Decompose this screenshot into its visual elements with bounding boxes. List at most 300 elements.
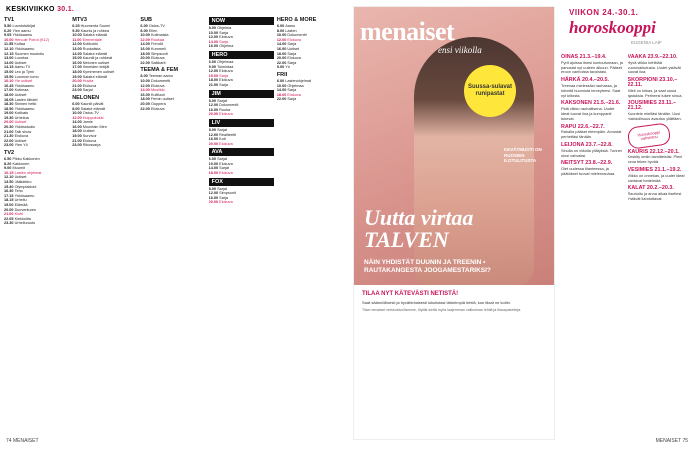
program-time: 18.00 xyxy=(208,171,220,176)
program-title: Docventures xyxy=(14,207,36,212)
program-title: Sarja xyxy=(287,97,297,102)
program-title: Simpsonit xyxy=(219,191,236,196)
program-time: 12.00 xyxy=(208,191,220,196)
program-time: 22.00 xyxy=(276,60,288,65)
program-title: Kultaa xyxy=(14,42,26,47)
program-title: Sarja xyxy=(219,30,229,35)
program-time: 22.05 xyxy=(4,216,15,221)
program-row xyxy=(277,97,342,102)
program-title: Elokuva xyxy=(287,92,301,97)
horoscope-section xyxy=(555,0,696,450)
program-time: 8.00 xyxy=(208,186,218,191)
program-time: 12.00 xyxy=(140,37,151,42)
program-time: 18.00 xyxy=(276,92,288,97)
program-title: Ylen Yö xyxy=(14,143,28,148)
program-time: 6.00 xyxy=(208,59,218,64)
program-time: 18.05 xyxy=(4,97,15,102)
program-time: 14.00 xyxy=(208,166,220,171)
sign-text: Olet uudessa tilanteessa, ja päätökset tuovat mielenrauhaa. xyxy=(561,166,616,176)
program-time: 6.25 xyxy=(72,24,81,28)
program-time: 16.00 xyxy=(208,107,220,112)
program-title: Kauniit ja rohkeat xyxy=(82,56,113,61)
horoscope-week: VIIKON 24.-30.1. xyxy=(569,8,639,17)
program-title: Ostos-TV xyxy=(148,24,165,28)
program-time: 6.00 xyxy=(208,157,218,162)
program-title: Dokumentit xyxy=(219,103,239,108)
program-time: 22.00 xyxy=(276,97,288,102)
program-title: Elokuva xyxy=(219,141,233,146)
program-time: 11.00 xyxy=(72,37,83,42)
program-title: Sininen hetki xyxy=(14,102,37,107)
program-time: 20.00 xyxy=(208,200,220,205)
program-title: Realiteetti xyxy=(219,132,237,137)
program-time: 16.30 xyxy=(4,189,15,194)
program-row xyxy=(140,61,205,66)
program-time: 20.00 xyxy=(276,56,288,61)
program-title: Klubi xyxy=(14,212,24,217)
program-time: 10.00 xyxy=(208,161,220,166)
sign-text: Hyvä viikko kehittää vuorovaikutusta. Uudet ystävät tuovat iloa. xyxy=(627,59,681,75)
program-row xyxy=(4,143,69,148)
program-time: 21.00 xyxy=(72,138,83,143)
program-title: Kymmenen uutiset xyxy=(82,69,115,74)
program-title: Ruoka xyxy=(219,107,231,112)
program-title: Jääkiekko xyxy=(14,180,32,184)
program-time: 17.00 xyxy=(72,65,83,70)
program-time: 21.30 xyxy=(4,134,15,139)
sign-text: Keskity omiin tavoitteisiisi. Pieni loma tekee hyvää. xyxy=(627,154,683,165)
program-row xyxy=(209,142,274,147)
program-title: Hercule Poirot (K12) xyxy=(14,37,49,42)
program-title: Emmerdale xyxy=(82,37,102,42)
channel-heading: TEEMA & FEM xyxy=(140,67,179,74)
program-time: 12.00 xyxy=(208,103,220,108)
page-number-right: 75 xyxy=(682,438,688,444)
program-time: 18.15 xyxy=(4,198,15,203)
program-title: Salatut elämät xyxy=(82,33,108,38)
program-time: 8.00 xyxy=(140,28,149,33)
program-time: 20.00 xyxy=(72,79,83,84)
cover-badge-text: Suussa-sulavat runipastat xyxy=(467,84,513,97)
program-title: Jamie xyxy=(82,120,93,125)
program-title: Frendit xyxy=(150,42,163,47)
program-title: Kotikokki xyxy=(82,42,98,47)
cover-subtitle: ensi viikolla xyxy=(438,45,482,55)
channel-heading: JIM xyxy=(209,90,274,98)
program-title: Elokuva xyxy=(219,161,233,166)
sign-name: LEIJONA 23.7.–22.8. xyxy=(561,141,613,148)
program-time: 9.00 xyxy=(208,64,218,69)
program-time: 10.00 xyxy=(4,37,15,42)
sign-name: NEITSYT 23.8.–22.9. xyxy=(561,160,613,167)
program-title: Salatut elämät xyxy=(82,74,108,79)
program-time: 23.00 xyxy=(72,143,83,148)
program-title: Nelonen uutiset xyxy=(82,60,110,65)
program-time: 16.45 xyxy=(4,83,15,88)
program-title: Sarjat xyxy=(217,186,227,191)
program-title: Lasten tähdet xyxy=(14,97,38,102)
program-title: Talk show xyxy=(14,129,32,134)
program-row xyxy=(209,171,274,176)
sign-text: Viikko on onnekas, ja uudet ideat kantavat hedelmää. xyxy=(627,172,685,183)
program-title: Ylen aamu xyxy=(12,28,31,33)
program-title: Uutiset xyxy=(14,92,27,97)
program-row xyxy=(4,221,69,226)
program-title: Muumit xyxy=(12,166,25,171)
right-page xyxy=(345,0,696,450)
tv-column xyxy=(140,15,205,430)
program-time: 12.00 xyxy=(140,83,151,88)
program-row xyxy=(140,107,205,112)
program-time: 16.00 xyxy=(208,195,220,200)
program-title: Ykkösaamu xyxy=(14,46,35,51)
channel-heading: FRII xyxy=(276,71,288,78)
program-title: Luontotutkijat xyxy=(12,24,36,28)
program-time: 20.00 xyxy=(140,56,151,61)
program-title: Sarja xyxy=(287,42,297,47)
program-title: Ykkösaamu xyxy=(14,83,35,88)
program-title: Musiikki xyxy=(150,88,165,93)
channel-heading: FOX xyxy=(209,178,274,186)
program-title: Uutiset xyxy=(14,175,27,180)
program-time: 20.30 xyxy=(4,125,15,130)
sign-name: VAAKA 23.9.–22.10. xyxy=(627,54,678,60)
program-title: Sarja xyxy=(219,39,229,44)
program-time: 10.00 xyxy=(140,33,151,38)
sign-text: Rauhoitu ja anna aikaa itsellesi. Ystävät ilahduttavat. xyxy=(627,191,683,201)
program-title: Elokuva xyxy=(82,83,97,88)
program-row xyxy=(209,83,274,88)
program-time: 19.00 xyxy=(72,134,83,139)
subscription-heading: TILAA NYT KÄTEVÄSTI NETISTÄ! xyxy=(362,291,459,297)
program-time: 18.00 xyxy=(72,129,83,134)
sign-name: OINAS 21.3.–19.4. xyxy=(561,54,607,60)
program-time: 20.00 xyxy=(4,120,15,125)
header-date: 30.1. xyxy=(57,6,75,13)
program-time: 17.00 xyxy=(4,88,15,93)
program-title: Simpsonit xyxy=(150,51,168,56)
channel-heading: TV1 xyxy=(4,17,15,23)
program-title: Dokumentti xyxy=(287,33,307,38)
program-time: 18.00 xyxy=(140,51,151,56)
program-title: Elokuva xyxy=(14,134,29,139)
channel-heading: NOW xyxy=(209,17,274,25)
program-time: 23.00 xyxy=(4,143,15,148)
program-title: Ihmeiden tekijät xyxy=(82,65,110,70)
program-title: Survivor xyxy=(82,134,97,139)
tv-columns xyxy=(4,15,342,430)
program-title: Elokuva xyxy=(287,37,301,42)
program-title: Salatut elämät xyxy=(82,51,108,56)
program-time: 14.15 xyxy=(4,65,15,70)
program-time: 6.00 xyxy=(72,101,81,106)
magazine-name-left: MENAISET xyxy=(12,438,39,444)
program-time: 16.00 xyxy=(72,124,83,129)
program-time: 9.05 xyxy=(4,33,13,38)
program-time: 8.00 xyxy=(208,98,218,103)
program-time: 14.00 xyxy=(140,88,151,93)
program-time: 23.30 xyxy=(4,221,15,226)
program-time: 19.30 xyxy=(4,115,15,120)
program-time: 20.00 xyxy=(140,101,151,106)
program-title: Uutiset xyxy=(14,120,27,125)
program-title: Kaunis ja rohkea xyxy=(80,28,109,33)
program-time: 8.00 xyxy=(276,28,286,33)
program-time: 16.00 xyxy=(72,60,83,65)
channel-heading: SUB xyxy=(140,17,153,23)
sign-text: Pyrit ajoissa itsesi kuntoutumaan, ja panostat nyt uuteen alkuun. Pääset eroon vanhoista tavoistasi. xyxy=(561,59,623,75)
program-title: Luontoa xyxy=(14,56,29,61)
program-time: 8.00 xyxy=(72,106,81,111)
sign-text: Kuuntele mieltäsi tänään. Uusi mahdollisuus avautuu yllättäen. xyxy=(627,110,682,121)
program-title: Ellen xyxy=(148,28,158,33)
program-time: 16.00 xyxy=(276,46,288,51)
program-title: Koti xyxy=(219,137,226,142)
program-time: 8.20 xyxy=(4,161,13,166)
program-title: Kotimaisia xyxy=(150,33,169,38)
program-time: 16.00 xyxy=(208,44,220,49)
program-title: Huvila xyxy=(82,79,94,84)
tv-column xyxy=(72,15,137,430)
program-time: 9.00 xyxy=(4,166,13,171)
tv-column xyxy=(209,15,274,430)
sign-name: SKORPIONI 23.10.–22.11. xyxy=(627,77,678,88)
program-title: Uutiset xyxy=(14,138,27,143)
program-time: 13.00 xyxy=(72,46,83,51)
program-title: Ohjelma xyxy=(219,44,234,49)
program-title: Sarja xyxy=(287,51,297,56)
program-title: Huippukokki xyxy=(82,115,104,120)
program-time: 19.00 xyxy=(4,111,15,116)
subscription-caption: Tilaa menaiset verkkosivuiltamme, löydät sieltä myös laajemman valikoiman lehtiä ja tilauspaketteja. xyxy=(362,308,522,312)
header-day: KESKIVIIKKO xyxy=(6,6,55,13)
program-title: Kummeli xyxy=(150,46,166,51)
program-title: Salatut elämät xyxy=(80,106,105,111)
tv-listings-page xyxy=(0,0,345,450)
program-title: Ostos-TV xyxy=(82,111,99,116)
channel-heading: HERO xyxy=(209,51,274,59)
program-title: Elokuva xyxy=(82,138,97,143)
program-time: 10.00 xyxy=(140,78,151,83)
program-time: 18.00 xyxy=(276,51,288,56)
cover-headline: NÄIN YHDISTÄT DUUNIN JA TREENIN • RAUTAKANGESTA JOOGAMESTARIKSI? xyxy=(364,259,491,274)
horoscope-title: horoskooppi xyxy=(569,18,656,37)
program-time: 18.30 xyxy=(4,102,15,107)
program-time: 20.00 xyxy=(208,112,220,117)
page-number-left: 74 xyxy=(6,438,12,444)
tv-column xyxy=(277,15,342,430)
subscription-box xyxy=(354,285,554,439)
program-time: 14.00 xyxy=(72,51,83,56)
program-title: Luonnon lumo xyxy=(14,74,39,79)
program-title: Elokuva xyxy=(219,69,233,74)
program-title: Uutiset xyxy=(14,60,27,65)
program-title: Aamu xyxy=(285,24,296,28)
program-title: Ykkösstudio xyxy=(14,125,36,130)
channel-heading: HERO & MORE xyxy=(276,17,317,23)
program-title: Sarja xyxy=(219,73,229,78)
program-title: Elokuva xyxy=(219,200,233,205)
program-time: 22.00 xyxy=(140,60,151,65)
program-time: 18.50 xyxy=(4,106,15,111)
program-title: Suomen muotoilu xyxy=(14,51,45,56)
program-time: 10.00 xyxy=(276,83,288,88)
program-title: Ohjelma xyxy=(217,26,232,30)
program-time: 20.00 xyxy=(208,141,220,146)
page-header xyxy=(6,6,74,13)
program-title: Kakkonen xyxy=(12,161,30,166)
program-title: Elokuva xyxy=(219,78,233,83)
program-title: Yö xyxy=(285,65,290,70)
program-title: Elämää xyxy=(14,202,28,207)
horoscope-header xyxy=(561,8,690,48)
program-row xyxy=(209,44,274,49)
program-time: 18.00 xyxy=(208,78,220,83)
program-row xyxy=(277,65,342,70)
signs-column-right xyxy=(628,52,691,436)
program-title: Urheilu xyxy=(14,198,27,203)
program-title: Elokuva xyxy=(219,171,233,176)
program-time: 12.00 xyxy=(72,42,83,47)
program-time: 12.15 xyxy=(4,51,15,56)
subscription-text: Saat säännöllisesti ja hyvähintaisesti lukulistasi tärkeimpiä lehtiä, kun tilaat ne kotiin. xyxy=(362,300,511,305)
program-row xyxy=(72,143,137,148)
program-time: 6.00 xyxy=(276,24,286,28)
program-title: Lastenohjelmat xyxy=(285,78,312,83)
program-time: 15.40 xyxy=(4,184,15,189)
program-time: 22.00 xyxy=(4,138,15,143)
program-time: 10.00 xyxy=(276,33,288,38)
program-title: Olympiaklubi xyxy=(14,184,37,189)
program-time: 12.10 xyxy=(4,175,15,180)
program-time: 18.00 xyxy=(4,92,15,97)
program-title: Pikku Kakkonen xyxy=(12,157,40,162)
program-time: 12.10 xyxy=(4,46,15,51)
program-title: Kotimaa xyxy=(14,88,29,93)
next-issue-ad[interactable] xyxy=(353,6,555,440)
program-time: 16.00 xyxy=(140,46,151,51)
program-row xyxy=(209,200,274,205)
program-time: 18.00 xyxy=(72,69,83,74)
program-time: 9.30 xyxy=(72,28,81,33)
program-time: 13.50 xyxy=(4,180,15,184)
cover-badge xyxy=(464,65,516,117)
program-title: Elokuva xyxy=(150,56,165,61)
program-title: Rikossarja xyxy=(82,143,101,148)
program-time: 21.00 xyxy=(208,82,220,87)
program-title: Sarjat xyxy=(217,157,227,162)
program-title: Femin uutiset xyxy=(150,97,174,102)
program-time: 14.00 xyxy=(72,120,83,125)
program-title: Huomenta Suomi xyxy=(80,24,110,28)
program-time: 12.00 xyxy=(72,115,83,120)
sign-name: KAKSONEN 21.5.–21.6. xyxy=(561,100,621,107)
program-title: Sarjat xyxy=(217,127,227,132)
sign-name: VESIMIES 21.1.–19.2. xyxy=(627,166,682,173)
program-time: 21.00 xyxy=(4,212,15,217)
program-title: Ykkösaamu xyxy=(12,33,33,38)
program-title: Ruokaa xyxy=(150,37,165,42)
program-title: Elokuva xyxy=(287,56,301,61)
program-time: 16.00 xyxy=(140,92,151,97)
program-time: 15.50 xyxy=(4,74,15,79)
program-title: Kiekkoilta xyxy=(14,216,31,221)
program-time: 8.00 xyxy=(140,74,149,79)
program-time: 20.00 xyxy=(4,207,15,212)
program-title: Lasten xyxy=(285,28,297,33)
program-time: 10.00 xyxy=(72,111,83,116)
channel-heading: MTV3 xyxy=(72,17,87,23)
program-title: Uutiset xyxy=(287,46,300,51)
program-time: 23.00 xyxy=(72,88,83,93)
program-time: 19.00 xyxy=(72,74,83,79)
program-time: 6.20 xyxy=(4,28,13,33)
channel-heading: LIV xyxy=(209,119,274,127)
cover-title: menaiset xyxy=(360,17,455,46)
program-time: 14.00 xyxy=(4,60,15,65)
program-time: 21.00 xyxy=(4,129,15,134)
program-time: 6.50 xyxy=(4,157,13,162)
program-time: 18.00 xyxy=(140,97,151,102)
program-time: 8.00 xyxy=(208,127,218,132)
program-title: Ohjelmaa xyxy=(217,59,234,64)
program-title: Sarja xyxy=(219,195,229,200)
signs-column-left xyxy=(561,52,624,436)
program-time: 14.00 xyxy=(276,88,288,93)
program-time: 12.00 xyxy=(208,35,220,40)
sign-name: RAPU 22.6.–22.7. xyxy=(561,123,605,130)
program-title: Elokuva xyxy=(150,83,165,88)
program-title: Kotikatu xyxy=(14,111,29,116)
program-title: Sarjat xyxy=(219,166,230,171)
program-time: 14.00 xyxy=(140,42,151,47)
horoscope-signs xyxy=(561,52,690,436)
program-time: 16.00 xyxy=(208,137,220,142)
program-title: Kauniit päivät xyxy=(80,101,104,106)
left-footer xyxy=(6,438,39,444)
program-time: 17.15 xyxy=(4,193,15,198)
program-time: 6.00 xyxy=(140,24,149,28)
program-title: Ykkösaamu xyxy=(14,193,35,198)
sign-name: KALAT 20.2.–20.3. xyxy=(627,185,674,192)
program-title: Urheilua xyxy=(14,115,29,120)
right-footer xyxy=(656,438,688,444)
program-time: 15.00 xyxy=(208,73,220,78)
program-title: Sarja xyxy=(219,82,229,87)
program-time: 5.50 xyxy=(4,24,13,28)
cover-side-note: KEVÄTMUOTI ON RUOSIEN ILOTULITUSTA xyxy=(504,147,542,163)
program-title: Mountain Men xyxy=(82,124,107,129)
program-title: Urheiluruutu xyxy=(14,221,36,226)
program-time: 10.15 xyxy=(4,170,15,175)
magazine-name-right: MENAISET xyxy=(655,438,682,444)
program-time: 21.00 xyxy=(72,83,83,88)
program-row xyxy=(209,112,274,117)
program-title: Aamu TV xyxy=(14,65,31,70)
program-time: 12.00 xyxy=(208,132,220,137)
program-time: 10.00 xyxy=(72,33,83,38)
horoscope-author: EUGENIA LAIF xyxy=(631,40,662,45)
program-time: 10.00 xyxy=(208,30,220,35)
program-time: 0.00 xyxy=(276,65,286,70)
program-title: Elokuva xyxy=(219,35,233,40)
sign-text: Treenaa mielessäsi rauhassa, ja kiinnitä huomiota terveyteesi. Saat nyt kiitosta. xyxy=(561,82,621,98)
channel-heading: NELONEN xyxy=(72,94,100,101)
program-title: Lasten ohjelmat xyxy=(14,170,42,175)
program-title: Ruokalista xyxy=(82,46,101,51)
program-title: Salkkarit xyxy=(150,60,166,65)
program-time: 14.00 xyxy=(208,39,220,44)
